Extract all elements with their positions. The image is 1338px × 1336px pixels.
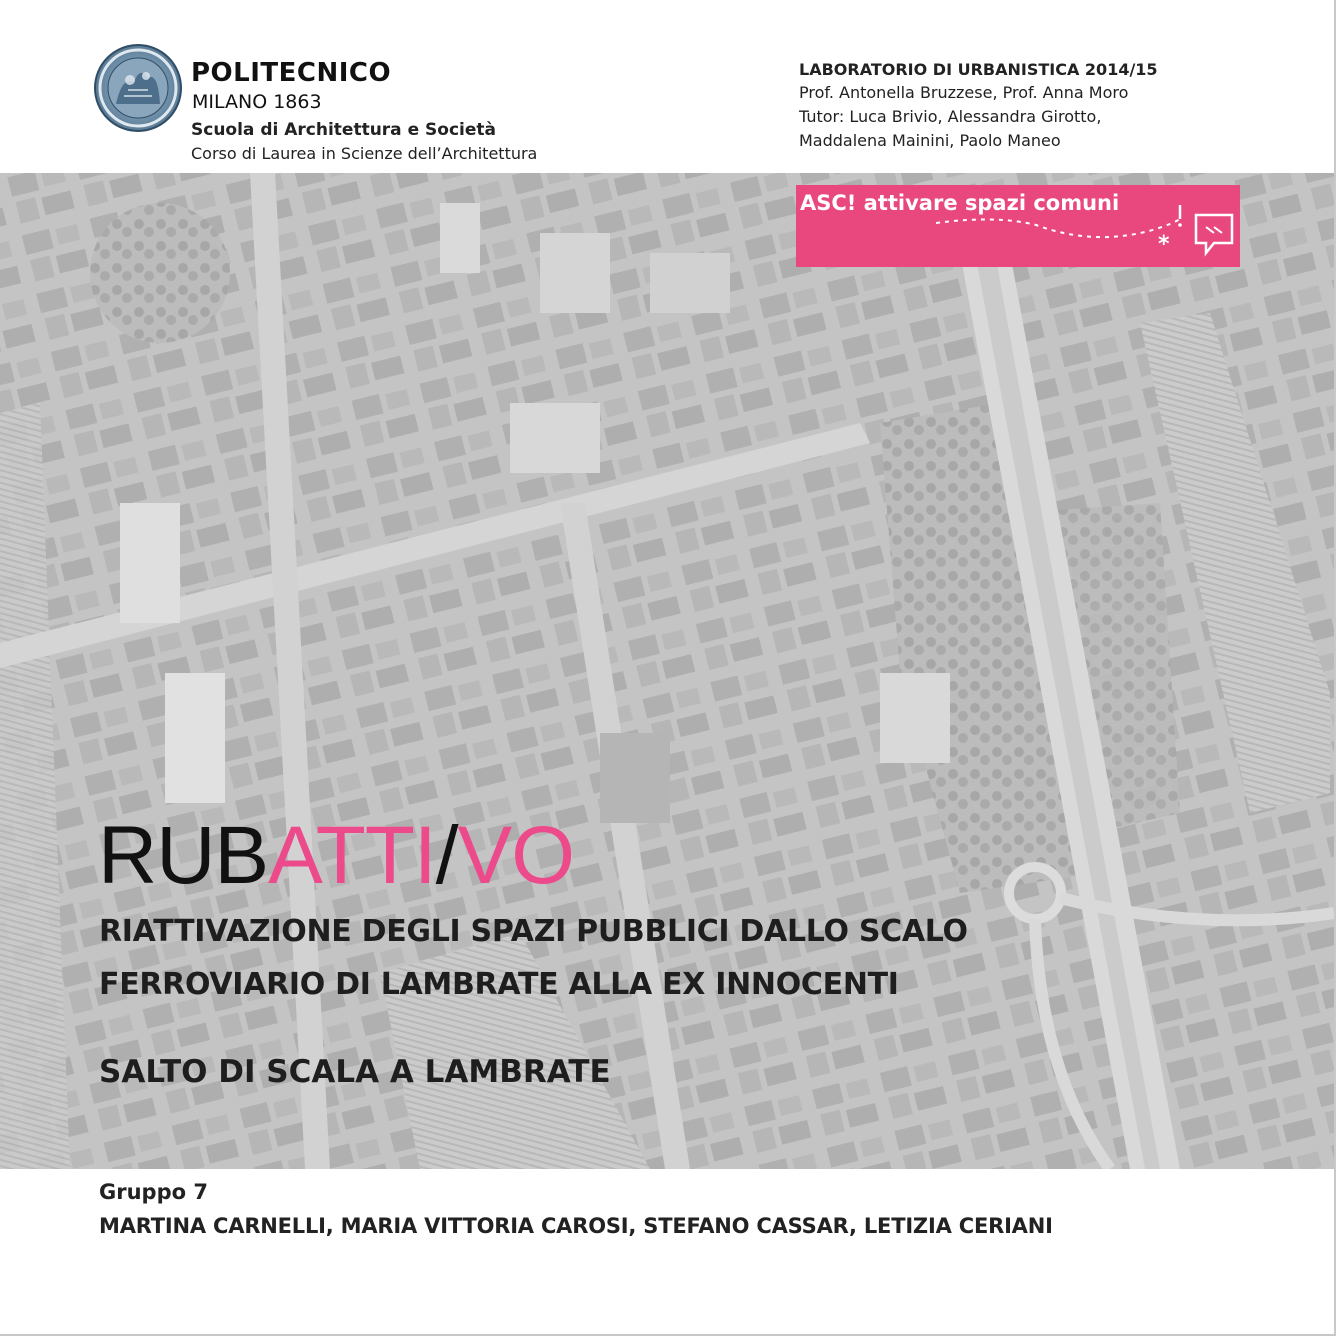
institution-name: POLITECNICO [191,58,392,88]
subtitle-line-2: FERROVIARIO DI LAMBRATE ALLA EX INNOCENTI [99,967,899,1002]
course-name: Corso di Laurea in Scienze dell’Architettura [191,144,538,163]
authors-list: MARTINA CARNELLI, MARIA VITTORIA CAROSI, STEFANO CASSAR, LETIZIA CERIANI [99,1214,1053,1238]
lab-professors: Prof. Antonella Bruzzese, Prof. Anna Moro [799,83,1129,102]
asc-banner-text: ASC! attivare spazi comuni [800,191,1120,215]
school-name: Scuola di Architettura e Società [191,120,496,140]
group-label: Gruppo 7 [99,1180,208,1204]
lab-title: LABORATORIO DI URBANISTICA 2014/15 [799,60,1158,79]
subtitle [99,905,968,1011]
svg-text:*: * [1158,232,1170,257]
aerial-map-image [0,173,1334,1169]
subtitle-line-1: RIATTIVAZIONE DEGLI SPAZI PUBBLICI DALLO SCALO [99,914,968,949]
main-title [98,810,574,901]
institution-city: MILANO 1863 [192,91,322,113]
politecnico-seal-logo [94,44,182,132]
lab-tutors: Tutor: Luca Brivio, Alessandra Girotto, [799,107,1102,126]
asc-banner [796,185,1240,267]
lab-tutors-continued: Maddalena Mainini, Paolo Maneo [799,131,1061,150]
title-part-rub: RUB [98,810,269,901]
title-part-vo: VO [457,810,574,901]
title-part-slash: / [435,810,458,901]
secondary-title: SALTO DI SCALA A LAMBRATE [99,1054,611,1090]
lab-info [799,60,1219,153]
title-part-atti: ATTI [268,810,436,901]
